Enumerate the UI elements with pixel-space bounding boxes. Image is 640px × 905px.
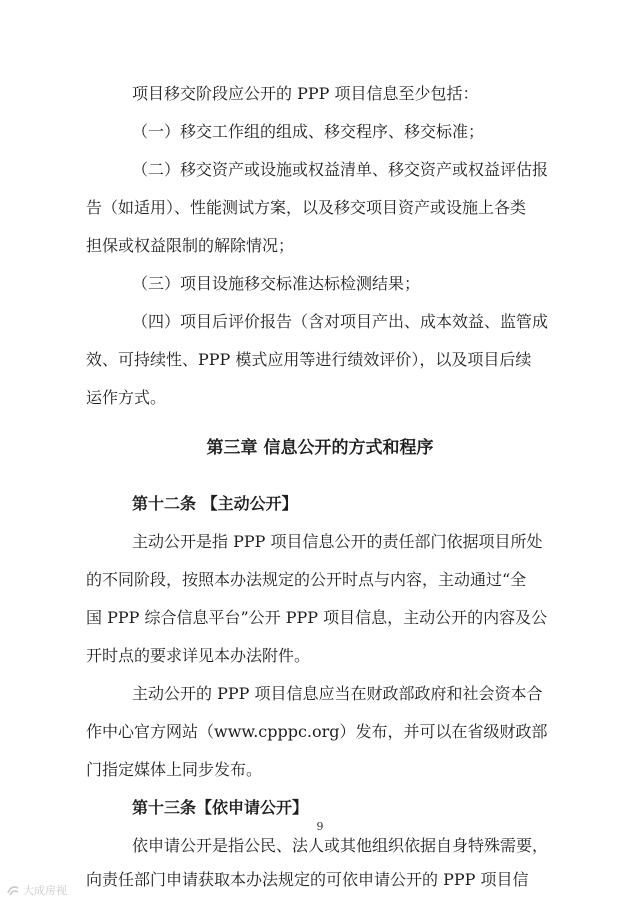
text-line: 的不同阶段，按照本办法规定的公开时点与内容，主动通过“全 [86,570,527,589]
text-line: 依申请公开是指公民、法人或其他组织依据自身特殊需要， [132,836,549,855]
text-line: 效、可持续性、PPP 模式应用等进行绩效评价），以及项目后续 [86,350,532,369]
text-line: 开时点的要求详见本办法附件。 [86,646,311,665]
watermark-text: 大成房视 [23,884,67,897]
text-line: 项目移交阶段应公开的 PPP 项目信息至少包括： [132,84,479,103]
text-line: （三）项目设施移交标准达标检测结果； [132,274,421,293]
watermark-logo-icon [6,883,20,897]
text-line: 运作方式。 [86,388,167,407]
chapter-title: 第三章 信息公开的方式和程序 [206,438,434,458]
text-line: （四）项目后评价报告（含对项目产出、成本效益、监管成 [132,312,549,331]
text-line: 国 PPP 综合信息平台”公开 PPP 项目信息，主动公开的内容及公 [86,608,548,627]
text-line: 主动公开是指 PPP 项目信息公开的责任部门依据项目所处 [132,532,543,551]
watermark [6,882,67,898]
text-line: 告（如适用）、性能测试方案，以及移交项目资产或设施上各类 [86,198,527,217]
text-line: 主动公开的 PPP 项目信息应当在财政部政府和社会资本合 [132,684,543,703]
text-line: 向责任部门申请获取本办法规定的可依申请公开的 PPP 项目信 [86,870,529,889]
article-heading: 第十三条【依申请公开】 [132,798,309,817]
text-line: 门指定媒体上同步发布。 [86,760,263,779]
article-heading: 第十二条 【主动公开】 [132,494,298,513]
text-line: 作中心官方网站（www.cpppc.org）发布，并可以在省级财政部 [86,722,548,741]
page-number: 9 [316,820,324,833]
text-line: （二）移交资产或设施或权益清单、移交资产或权益评估报 [132,160,549,179]
text-line: （一）移交工作组的组成、移交程序、移交标准； [132,122,485,141]
text-line: 担保或权益限制的解除情况； [86,236,295,255]
